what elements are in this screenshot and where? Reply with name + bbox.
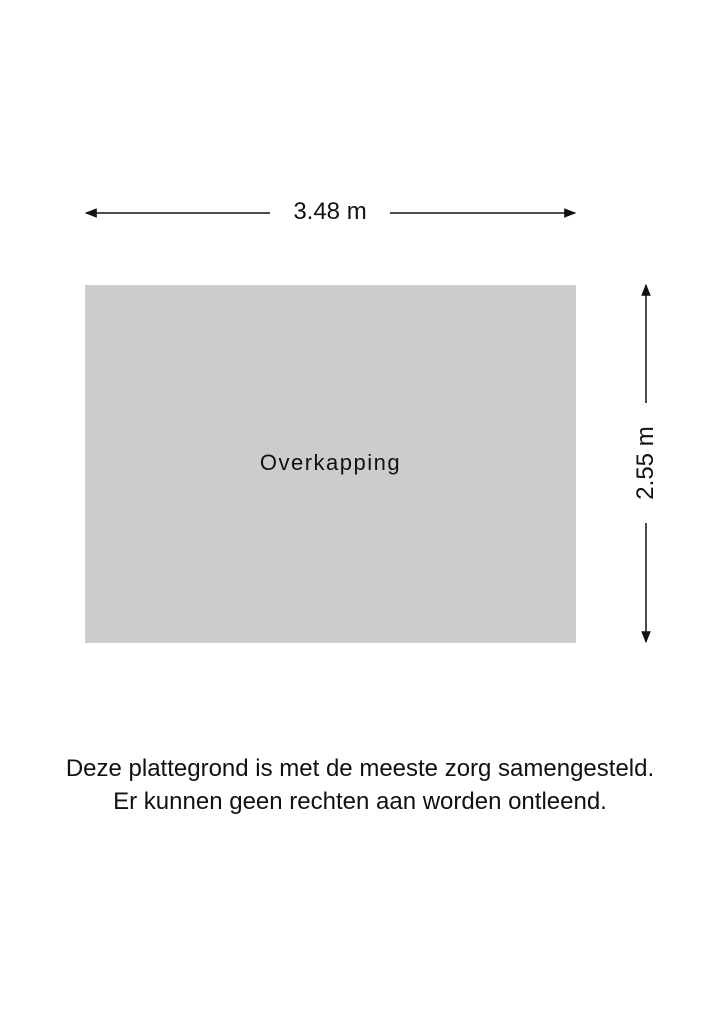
disclaimer-line-1: Deze plattegrond is met de meeste zorg samengesteld. xyxy=(65,755,655,782)
disclaimer xyxy=(0,752,720,818)
width-dimension-label: 3.48 m xyxy=(270,198,390,226)
height-dimension-label: 2.55 m xyxy=(631,403,661,523)
room-label: Overkapping xyxy=(259,450,402,475)
disclaimer-line-2: Er kunnen geen rechten aan worden ontleend. xyxy=(113,788,607,815)
